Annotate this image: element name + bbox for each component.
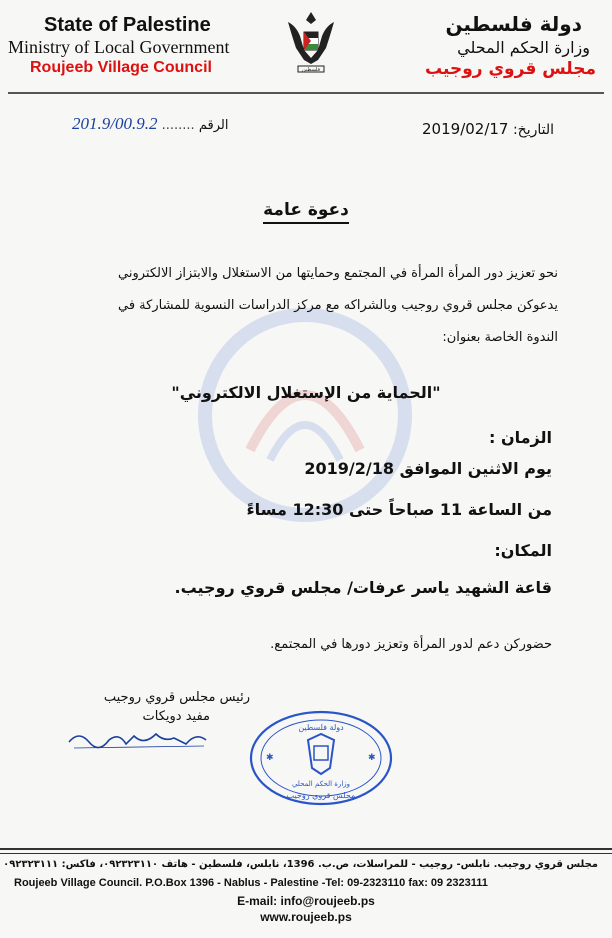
handwritten-signature xyxy=(64,722,214,752)
footer-divider-thin xyxy=(0,853,612,854)
reference-number xyxy=(72,114,228,134)
council-stamp xyxy=(246,708,396,808)
reference-value: 201.9/00.9.2 xyxy=(72,114,158,133)
seminar-topic: "الحماية من الإستغلال الالكتروني" xyxy=(171,383,441,402)
council-name-ar: مجلس قروي روجيب xyxy=(425,59,596,79)
header-arabic xyxy=(396,12,596,79)
svg-text:✱: ✱ xyxy=(266,753,274,763)
signatory-block xyxy=(60,690,250,724)
time-hours: من الساعة 11 صباحاً حتى 12:30 مساءً xyxy=(246,500,552,519)
ministry-name-ar: وزارة الحكم المحلي xyxy=(457,38,590,57)
time-label: الزمان : xyxy=(489,428,552,447)
date-value: 2019/02/17 xyxy=(422,120,509,138)
palestine-eagle-emblem-icon xyxy=(282,8,340,78)
stamp-bottom-text: مجلس قروي روجيب xyxy=(286,791,356,800)
body-line-2: يدعوكن مجلس قروي روجيب وبالشراكه مع مركز الدراسات النسوية للمشاركة في xyxy=(117,298,558,313)
footer-address-en: Roujeeb Village Council. P.O.Box 1396 - Nablus - Palestine -Tel: 09-2323110 fax: 09 2323111 xyxy=(14,877,488,889)
reference-dots: ........ xyxy=(161,118,195,133)
letter-title xyxy=(0,200,612,220)
ministry-name-en: Ministry of Local Government xyxy=(8,37,230,57)
letter-title-text: دعوة عامة xyxy=(263,200,349,224)
emblem-label: فلسطين xyxy=(302,67,320,73)
header-divider xyxy=(8,92,604,94)
signatory-name: مفيد دويكات xyxy=(142,709,210,724)
closing-line: حضوركن دعم لدور المرأة وتعزيز دورها في المجتمع. xyxy=(270,637,552,652)
letter-date xyxy=(422,120,554,138)
body-line-3: الندوة الخاصة بعنوان: xyxy=(442,330,558,345)
council-name-en: Roujeeb Village Council xyxy=(30,59,212,76)
reference-label: الرقم xyxy=(198,118,229,133)
stamp-middle-text: وزارة الحكم المحلي xyxy=(291,780,351,788)
date-label: التاريخ: xyxy=(512,122,554,138)
place-value: قاعة الشهيد ياسر عرفات/ مجلس قروي روجيب. xyxy=(174,578,552,597)
footer-website: www.roujeeb.ps xyxy=(260,910,352,924)
footer-divider-thick xyxy=(0,848,612,850)
signatory-title: رئيس مجلس قروي روجيب xyxy=(103,690,250,705)
footer-email: E-mail: info@roujeeb.ps xyxy=(237,894,375,908)
state-name-ar: دولة فلسطين xyxy=(445,12,582,36)
place-label: المكان: xyxy=(494,541,552,560)
header-english xyxy=(8,14,258,77)
letter-body xyxy=(60,258,558,354)
footer-address-ar: مجلس قروي روجيب. نابلس- روجيب - للمراسلات، ص.ب. 1396، نابلس، فلسطين - هاتف ٠٩٢٣٢٣١١٠، فاكس: ٠٩٢٣٢٣١١١ xyxy=(3,859,598,870)
time-day: يوم الاثنين الموافق 2019/2/18 xyxy=(304,459,552,478)
svg-text:✱: ✱ xyxy=(368,753,376,763)
stamp-top-text: دولة فلسطين xyxy=(298,723,344,732)
state-name-en: State of Palestine xyxy=(44,14,211,36)
body-line-1: نحو تعزيز دور المرأة المرأة في المجتمع وحمايتها من الاستغلال والابتزاز الالكتروني xyxy=(118,266,558,281)
